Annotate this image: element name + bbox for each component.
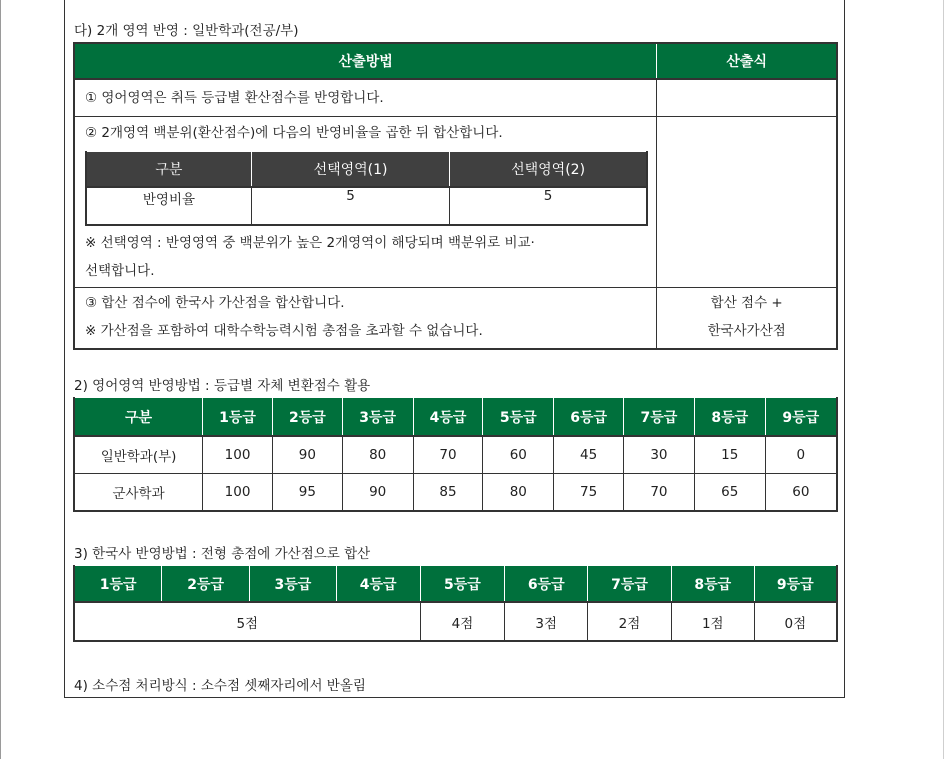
english-score-table	[73, 397, 838, 512]
hist-grade5-value: 4점	[420, 602, 505, 641]
eng-header-grade9: 9등급	[765, 398, 837, 437]
eng-row1-grade9: 0	[765, 436, 837, 474]
ratio-area1-value: 5	[251, 187, 449, 225]
eng-header-grade8: 8등급	[694, 398, 765, 437]
hist-grade1-4-value: 5점	[74, 602, 420, 641]
eng-row1-grade2: 90	[272, 436, 342, 474]
eng-header-grade5: 5등급	[483, 398, 554, 437]
eng-row1-label: 일반학과(부)	[74, 436, 203, 474]
hist-header-grade7: 7등급	[588, 566, 672, 603]
calc-header-formula: 산출식	[657, 43, 837, 79]
eng-header-category: 구분	[74, 398, 203, 437]
hist-grade7-value: 2점	[588, 602, 672, 641]
calc-row2-note-line1: ※ 선택영역 : 반영영역 중 백분위가 높은 2개영역이 해당되며 백분위로 비교·	[85, 235, 535, 251]
eng-row1-grade6: 45	[554, 436, 624, 474]
eng-row2-grade3: 90	[342, 474, 413, 512]
hist-header-grade3: 3등급	[250, 566, 337, 603]
table-row	[74, 602, 837, 641]
eng-row2-label: 군사학과	[74, 474, 203, 512]
calc-row2-text: ② 2개영역 백분위(환산점수)에 다음의 반영비율을 곱한 뒤 합산합니다.	[85, 125, 503, 141]
eng-row1-grade8: 15	[694, 436, 765, 474]
calc-row3-method	[74, 288, 657, 350]
calc-row1-formula	[657, 79, 837, 117]
calc-row2-note-line2: 선택합니다.	[85, 263, 155, 279]
eng-header-grade4: 4등급	[413, 398, 483, 437]
eng-row2-grade4: 85	[413, 474, 483, 512]
calc-method-table	[73, 42, 838, 350]
eng-row1-grade1: 100	[203, 436, 273, 474]
calc-heading: 다) 2개 영역 반영 : 일반학과(전공/부)	[74, 23, 299, 39]
hist-header-grade4: 4등급	[336, 566, 420, 603]
eng-header-grade6: 6등급	[554, 398, 624, 437]
hist-header-grade8: 8등급	[671, 566, 754, 603]
window-left-edge	[0, 0, 1, 759]
eng-row2-grade5: 80	[483, 474, 554, 512]
rounding-heading: 4) 소수점 처리방식 : 소수점 셋째자리에서 반올림	[74, 678, 366, 694]
eng-row2-grade8: 65	[694, 474, 765, 512]
eng-header-grade1: 1등급	[203, 398, 273, 437]
eng-row1-grade7: 30	[624, 436, 695, 474]
calc-row1-method	[74, 79, 657, 117]
ratio-header-area1: 선택영역(1)	[251, 152, 449, 188]
calc-row3-formula-line2: 한국사가산점	[707, 323, 786, 339]
eng-row2-grade9: 60	[765, 474, 837, 512]
eng-row1-grade4: 70	[413, 436, 483, 474]
calc-row2-formula	[657, 117, 837, 288]
ratio-area2-value: 5	[450, 187, 647, 225]
calc-row3-text-line2: ※ 가산점을 포함하여 대학수학능력시험 총점을 초과할 수 없습니다.	[85, 323, 483, 339]
calc-row3-formula	[657, 288, 837, 350]
hist-header-grade1: 1등급	[74, 566, 162, 603]
history-score-table	[73, 565, 838, 642]
eng-row2-grade6: 75	[554, 474, 624, 512]
calc-row2-method	[74, 117, 657, 288]
hist-header-grade2: 2등급	[162, 566, 250, 603]
hist-header-grade6: 6등급	[505, 566, 588, 603]
hist-grade6-value: 3점	[505, 602, 588, 641]
eng-header-grade3: 3등급	[342, 398, 413, 437]
hist-grade9-value: 0점	[754, 602, 837, 641]
eng-row1-grade3: 80	[342, 436, 413, 474]
table-row	[74, 474, 837, 512]
eng-row2-grade2: 95	[272, 474, 342, 512]
eng-row2-grade7: 70	[624, 474, 695, 512]
eng-header-grade7: 7등급	[624, 398, 695, 437]
calc-row3-formula-line1: 합산 점수 +	[710, 295, 783, 311]
hist-header-grade5: 5등급	[420, 566, 505, 603]
calc-row3-text-line1: ③ 합산 점수에 한국사 가산점을 합산합니다.	[85, 295, 345, 311]
ratio-header-category: 구분	[86, 152, 251, 188]
hist-header-grade9: 9등급	[754, 566, 837, 603]
english-heading: 2) 영어영역 반영방법 : 등급별 자체 변환점수 활용	[74, 378, 371, 394]
eng-header-grade2: 2등급	[272, 398, 342, 437]
eng-row1-grade5: 60	[483, 436, 554, 474]
calc-row1-text: ① 영어영역은 취득 등급별 환산점수를 반영합니다.	[85, 90, 384, 106]
ratio-label: 반영비율	[86, 187, 251, 225]
ratio-table	[85, 151, 648, 226]
hist-grade8-value: 1점	[671, 602, 754, 641]
eng-row2-grade1: 100	[203, 474, 273, 512]
ratio-header-area2: 선택영역(2)	[450, 152, 647, 188]
history-heading: 3) 한국사 반영방법 : 전형 총점에 가산점으로 합산	[74, 546, 371, 562]
calc-header-method: 산출방법	[74, 43, 657, 79]
table-row	[74, 436, 837, 474]
